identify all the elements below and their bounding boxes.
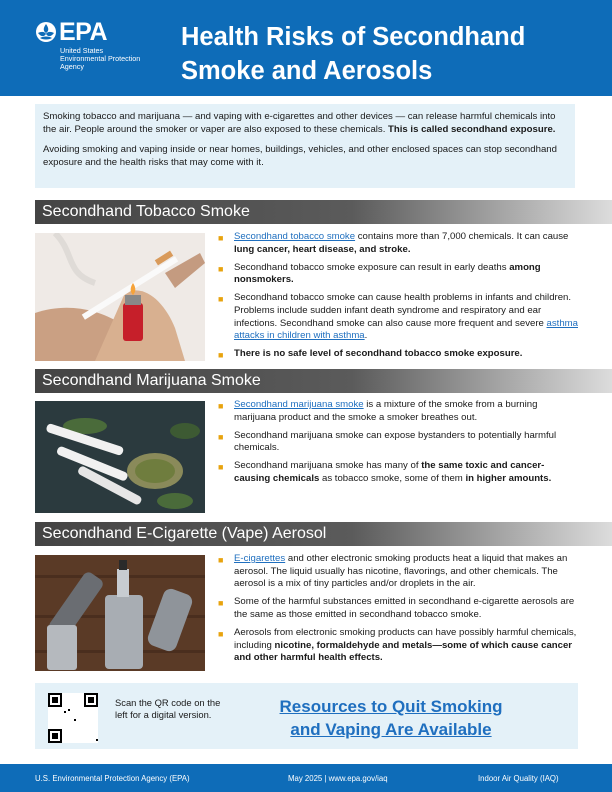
list-item: ■ E-cigarettes and other electronic smoking products heat a liquid that makes an aerosol. The liquid usually has nicotine, flavorings, and other chemicals. The aerosol is a mix of tiny particles and/or droplets in the air. xyxy=(218,553,568,590)
intro-panel xyxy=(35,104,575,188)
list-item: ■ Some of the harmful substances emitted in secondhand e-cigarette aerosols are the same as those emitted in secondhand tobacco smoke. xyxy=(218,596,575,620)
marijuana-bullet-list xyxy=(216,399,578,491)
list-item: ■ Secondhand marijuana smoke can expose bystanders to potentially harmful chemicals. xyxy=(218,429,557,454)
page-header xyxy=(0,0,612,96)
footer-program: Indoor Air Quality (IAQ) xyxy=(478,774,559,783)
asthma-attacks-link[interactable]: asthma attacks in children with asthma xyxy=(234,317,578,342)
list-item: ■ Secondhand tobacco smoke exposure can result in early deaths among nonsmokers. xyxy=(218,261,541,286)
secondhand-tobacco-smoke-link[interactable]: Secondhand tobacco smoke xyxy=(234,231,356,242)
logo-subtitle: United States Environmental Protection Agency xyxy=(60,46,141,71)
section-heading-tobacco: Secondhand Tobacco Smoke xyxy=(35,200,612,224)
footer-date-url: May 2025 | www.epa.gov/iaq xyxy=(288,774,388,783)
list-item: ■ Secondhand marijuana smoke has many of the same toxic and cancer-causing chemicals as tobacco smoke, some of them in higher amounts. xyxy=(218,460,552,484)
list-item: ■ Secondhand tobacco smoke can cause health problems in infants and children. Problems include sudden infant death syndrome and respiratory and ear infections. Secondhand smoke can also cause more frequent and severe asthma attacks in children with asthma. xyxy=(218,292,578,342)
resources-panel xyxy=(35,683,578,749)
qr-code[interactable] xyxy=(48,693,98,743)
logo-wordmark: EPA xyxy=(59,18,108,46)
ecigarette-devices-photo xyxy=(35,555,205,671)
page-title: Health Risks of Secondhand Smoke and Aerosols xyxy=(181,23,526,85)
epa-logo[interactable] xyxy=(35,20,165,80)
e-cigarettes-link[interactable]: E-cigarettes xyxy=(234,553,286,564)
ecigarette-bullet-list xyxy=(216,553,578,670)
quit-smoking-resources-link[interactable]: Resources to Quit Smoking and Vaping Are Available xyxy=(279,697,503,739)
intro-paragraph-1: Smoking tobacco and marijuana — and vaping with e-cigarettes and other devices — can release harmful chemicals into the air. People around the smoker or vaper are also exposed to these chemicals. This is called secondhand exposure. xyxy=(43,111,556,135)
marijuana-joints-photo xyxy=(35,401,205,513)
secondhand-marijuana-smoke-link[interactable]: Secondhand marijuana smoke xyxy=(234,399,364,410)
list-item: ■ There is no safe level of secondhand tobacco smoke exposure. xyxy=(218,348,523,361)
tobacco-bullet-list xyxy=(216,231,578,366)
section-heading-ecigarette: Secondhand E-Cigarette (Vape) Aerosol xyxy=(35,522,612,546)
list-item: ■ Aerosols from electronic smoking products can have possibly harmful chemicals, including nicotine, formaldehyde and metals—some of which cause cancer and other harmful health effects. xyxy=(218,626,577,664)
intro-paragraph-2: Avoiding smoking and vaping inside or near homes, buildings, vehicles, and other enclosed spaces can stop secondhand exposure and the health risks that may come with it. xyxy=(43,144,557,168)
list-item: ■ Secondhand marijuana smoke is a mixture of the smoke from a burning marijuana product and the smoke a smoker breathes out. xyxy=(218,399,538,423)
tobacco-smoke-photo xyxy=(35,233,205,361)
page-footer xyxy=(0,764,612,792)
list-item: ■ Secondhand tobacco smoke contains more than 7,000 chemicals. It can cause lung cancer, heart disease, and stroke. xyxy=(218,231,569,255)
qr-instructions: Scan the QR code on the left for a digital version. xyxy=(115,697,221,721)
epa-flower-icon xyxy=(35,21,57,43)
footer-agency: U.S. Environmental Protection Agency (EPA) xyxy=(35,774,190,783)
section-heading-marijuana: Secondhand Marijuana Smoke xyxy=(35,369,612,393)
